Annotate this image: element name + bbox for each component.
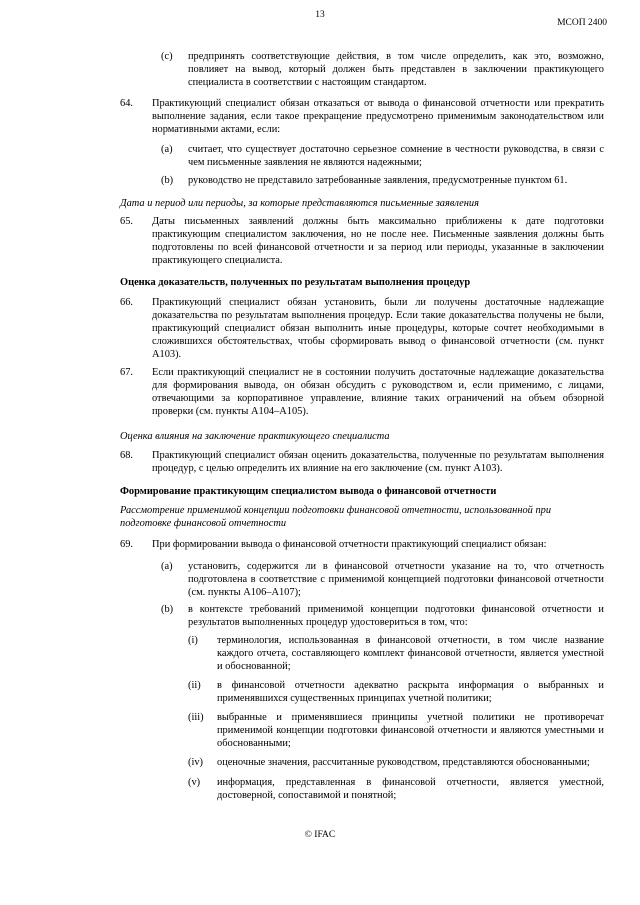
subitem-text: в финансовой отчетности адекватно раскрыта информация о выбранных и применявшихся существенных принципах учетной политики; — [217, 680, 604, 704]
subitem-label: (ii) — [188, 680, 201, 691]
subitem-text: информация, представленная в финансовой отчетности, является уместной, достоверной, сопоставимой и понятной; — [217, 777, 604, 801]
item-label: (b) — [161, 175, 174, 186]
section-heading: Оценка доказательств, полученных по результатам выполнения процедур — [120, 277, 471, 288]
subsection-heading: Рассмотрение применимой концепции подготовки финансовой отчетности, использованной при подготовке финансовой отчетности — [120, 505, 552, 529]
subitem-label: (iii) — [188, 712, 204, 723]
subsection-heading: Дата и период или периоды, за которые представляются письменные заявления — [120, 198, 479, 209]
paragraph-text: Если практикующий специалист не в состоянии получить достаточные надлежащие доказательства для формирования вывода, он обязан обсудить с руководством и, если применимо, с лицами, отвечающими за корпоративное управление, влияние таких ограничений на объем обзорной проверки (см. пункты A104–A105). — [152, 367, 604, 417]
item-text: предпринять соответствующие действия, в том числе определить, как это, возможно, повлияет на вывод, который должен быть представлен в заключении практикующего специалиста в соответствии с настоящим стандартом. — [188, 51, 604, 88]
item-label: (a) — [161, 561, 173, 572]
item-text: руководство не представило затребованные заявления, предусмотренные пунктом 61. — [188, 175, 568, 186]
paragraph-number: 67. — [120, 367, 133, 378]
paragraph-text: Практикующий специалист обязан оценить доказательства, полученные по результатам выполнения процедур, с целью определить их влияние на его заключение (см. пункт A103). — [152, 450, 604, 474]
paragraph-text: При формировании вывода о финансовой отчетности практикующий специалист обязан: — [152, 539, 547, 550]
subitem-label: (v) — [188, 777, 201, 788]
item-text: установить, содержится ли в финансовой отчетности указание на то, что отчетность подготовлена в соответствие с применимой концепцией подготовки финансовой отчетности (см. пункты A106–A107); — [188, 561, 604, 598]
paragraph-number: 64. — [120, 98, 133, 109]
item-label: (b) — [161, 604, 174, 615]
paragraph-number: 68. — [120, 450, 133, 461]
item-text: считает, что существует достаточно серьезное сомнение в честности руководства, в связи с чем письменные заявления не являются надежными; — [188, 144, 604, 168]
paragraph-number: 66. — [120, 297, 133, 308]
subitem-label: (i) — [188, 635, 198, 646]
paragraph-number: 65. — [120, 216, 133, 227]
paragraph-number: 69. — [120, 539, 133, 550]
paragraph-text: Даты письменных заявлений должны быть максимально приближены к дате подготовки практикующим специалистом заключения, но не после нее. Письменные заявления должны быть подготовлены по всей финансовой отчетности и за период или периоды, указанные в заключении практикующего специалиста. — [152, 216, 604, 266]
subitem-label: (iv) — [188, 757, 204, 768]
copyright-footer: © IFAC — [304, 830, 336, 840]
subitem-text: выбранные и применявшиеся принципы учетной политики не противоречат применимой концепции подготовки финансовой отчетности и являются уместными и обоснованными; — [217, 712, 604, 749]
subsection-heading: Оценка влияния на заключение практикующего специалиста — [120, 431, 390, 442]
subitem-text: терминология, использованная в финансовой отчетности, в том числе название каждого отчета, составляющего комплект финансовой отчетности, является уместной и обоснованной; — [217, 635, 604, 672]
subitem-text: оценочные значения, рассчитанные руководством, представляются обоснованными; — [217, 757, 590, 768]
item-label: (a) — [161, 144, 173, 155]
paragraph-text: Практикующий специалист обязан отказаться от вывода о финансовой отчетности или прекратить выполнение задания, если такое прекращение предусмотрено применимым законодательством или нормативными актами, если: — [152, 98, 604, 135]
paragraph-text: Практикующий специалист обязан установить, были ли получены достаточные надлежащие доказательства по результатам выполнения процедур. Если такие доказательства получены не были, практикующий специалист обязан выполнить иные процедуры, которые сочтет необходимыми в сложившихся обстоятельствах, чтобы сформировать вывод о финансовой отчетности (см. пункт A103). — [152, 297, 604, 360]
item-text: в контексте требований применимой концепции подготовки финансовой отчетности и результатов выполненных процедур удостовериться в том, что: — [188, 604, 604, 628]
section-heading: Формирование практикующим специалистом вывода о финансовой отчетности — [120, 486, 497, 497]
item-label: (c) — [161, 51, 173, 62]
standard-code: МСОП 2400 — [557, 18, 607, 28]
page-number: 13 — [315, 10, 325, 20]
